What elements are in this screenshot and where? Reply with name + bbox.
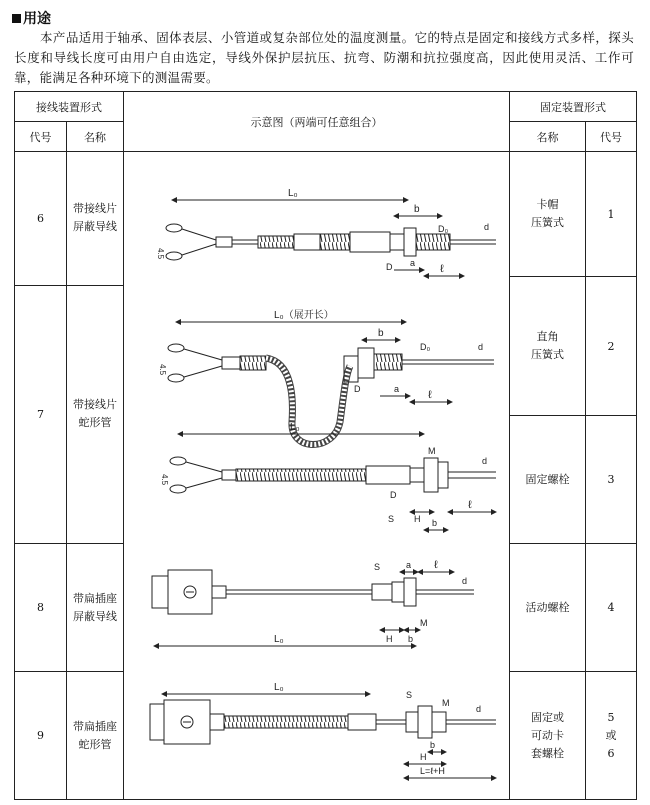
table-row — [15, 152, 637, 277]
left-name-cell: 带接线片 屏蔽导线 — [67, 152, 124, 286]
dim-label-d-5: d — [476, 704, 482, 714]
right-code-header: 代号 — [586, 122, 637, 152]
right-name-cell: 固定或 可动卡 套螺栓 — [510, 672, 586, 800]
diagram-4 — [152, 559, 474, 646]
right-code-cell: 5 或 6 — [586, 672, 637, 800]
left-code-cell: 9 — [15, 672, 67, 800]
dim-label-s-4: S — [374, 562, 381, 572]
diagram-5 — [150, 682, 496, 778]
dim-label-a: a — [410, 258, 416, 268]
table-header-row — [15, 92, 637, 122]
left-code-header: 代号 — [15, 122, 67, 152]
dim-label-s-5: S — [406, 690, 413, 700]
dim-label-4-5-2: 4.5 — [158, 364, 167, 376]
left-name-cell: 带接线片 蛇形管 — [67, 285, 124, 544]
dim-label-h-4: H — [386, 634, 393, 644]
right-name-cell: 卡帽 压簧式 — [510, 152, 586, 277]
dim-label-b-3: b — [432, 518, 438, 528]
dim-label-ell-3: ℓ — [468, 499, 472, 511]
dim-label-diameter-2: D — [354, 384, 361, 394]
dim-label-d: d — [484, 222, 490, 232]
dim-label-l0-4: L₀ — [274, 634, 284, 645]
connection-type-header: 接线装置形式 — [15, 92, 124, 122]
right-code-cell: 2 — [586, 277, 637, 416]
dim-label-l0-5: L₀ — [274, 682, 284, 693]
dim-label-a-4: a — [406, 560, 412, 570]
right-name-cell: 活动螺栓 — [510, 544, 586, 672]
right-name-cell: 直角 压簧式 — [510, 277, 586, 416]
intro-paragraph: 本产品适用于轴承、固体表层、小管道或复杂部位处的温度测量。它的特点是固定和接线方式多样，探头长度和导线长度可由用户自由选定，导线外保护层抗压、抗弯、防潮和抗拉强度高，因此使用灵活、工作可靠，能满足各种环境下的测温需要。 — [14, 30, 634, 85]
dim-label-m: M — [428, 446, 436, 456]
left-name-cell: 带扁插座 屏蔽导线 — [67, 544, 124, 672]
diagram-header: 示意图（两端可任意组合） — [124, 92, 510, 152]
dim-label-d0: D₀ — [438, 224, 449, 234]
dim-label-d0-2: D₀ — [420, 342, 431, 352]
dim-label-diameter: D — [386, 262, 393, 272]
dim-label-ell: ℓ — [440, 263, 444, 275]
dim-label-b-2: b — [378, 328, 384, 339]
dim-label-m-5: M — [442, 698, 450, 708]
diagram-2 — [158, 309, 494, 445]
dim-label-s: S — [388, 514, 395, 524]
dim-label-d-4: d — [462, 576, 468, 586]
left-code-cell: 7 — [15, 285, 67, 544]
assembly-diagrams — [124, 152, 510, 796]
dim-label-m-4: M — [420, 618, 428, 628]
dim-label-d-2: d — [478, 342, 484, 352]
dim-label-ell-2: ℓ — [428, 389, 432, 401]
dim-label-l0-expanded: L₀（展开长） — [274, 310, 334, 321]
dim-label-b-5: b — [430, 740, 436, 750]
dim-label-l0-3: L₀ — [290, 422, 300, 433]
diagram-1 — [156, 188, 496, 276]
right-code-cell: 4 — [586, 544, 637, 672]
dim-label-l-total: L=ℓ+H — [420, 766, 445, 776]
dim-label-d-3: d — [482, 456, 488, 466]
fixing-type-header: 固定装置形式 — [510, 92, 637, 122]
dim-label-4-5-3: 4.5 — [160, 474, 169, 486]
left-code-cell: 8 — [15, 544, 67, 672]
right-name-cell: 固定螺栓 — [510, 416, 586, 544]
dim-label-a-2: a — [394, 384, 400, 394]
square-bullet-icon — [12, 14, 21, 23]
dim-label-ell-4: ℓ — [434, 559, 438, 571]
right-code-cell: 3 — [586, 416, 637, 544]
right-name-header: 名称 — [510, 122, 586, 152]
dim-label-diameter-3: D — [390, 490, 397, 500]
right-code-cell: 1 — [586, 152, 637, 277]
section-title: 用途 — [12, 8, 51, 28]
left-name-header: 名称 — [67, 122, 124, 152]
left-name-cell: 带扁插座 蛇形管 — [67, 672, 124, 800]
dim-label-4-5: 4.5 — [156, 248, 165, 260]
diagram-cell — [124, 152, 510, 800]
dim-label-h: H — [414, 514, 421, 524]
dim-label-b-4: b — [408, 634, 414, 644]
dim-label-h-5: H — [420, 752, 427, 762]
dim-label-l0: L₀ — [288, 188, 298, 199]
left-code-cell: 6 — [15, 152, 67, 286]
spec-table — [14, 91, 637, 800]
dim-label-b: b — [414, 204, 420, 215]
